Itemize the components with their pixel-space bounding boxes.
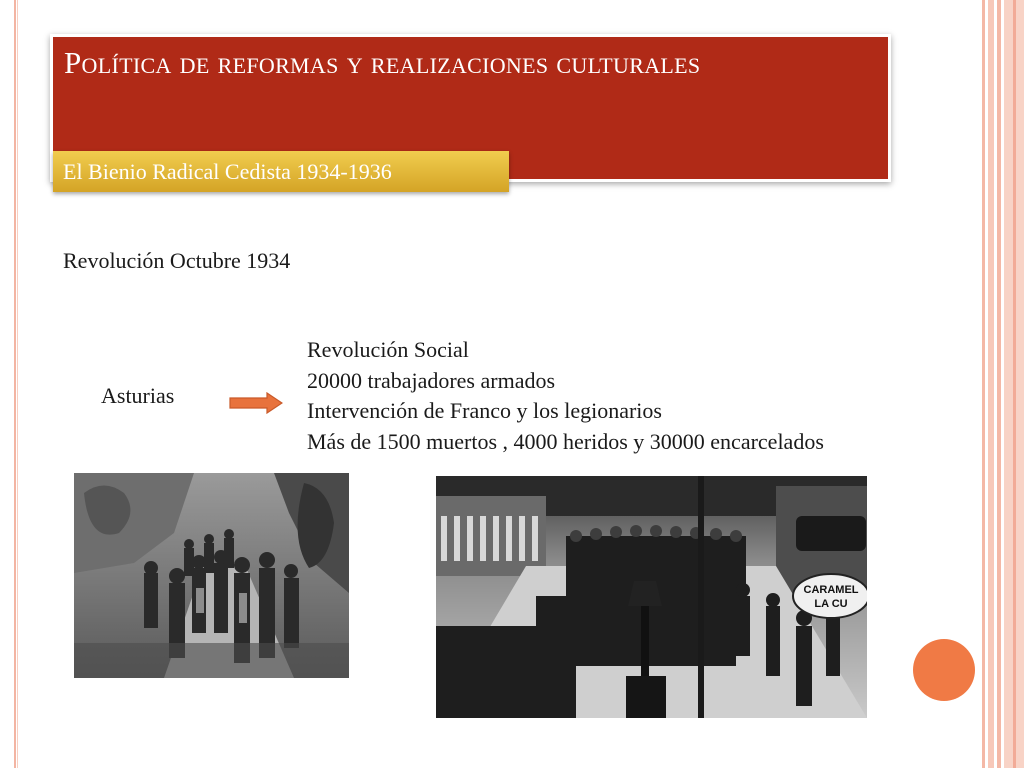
orange-circle-decoration [913, 639, 975, 701]
svg-text:LA CU: LA CU [814, 598, 848, 610]
section-heading: Revolución Octubre 1934 [63, 248, 291, 273]
slide-subtitle: El Bienio Radical Cedista 1934-1936 [53, 151, 509, 192]
right-stripe [982, 0, 985, 768]
photo-troops-street [436, 476, 867, 718]
right-stripe [988, 0, 994, 768]
photo-prisoners-escort [74, 473, 349, 678]
region-label: Asturias [101, 383, 175, 408]
right-arrow-icon [229, 392, 283, 414]
left-border-line [14, 0, 16, 768]
right-stripe [997, 0, 1001, 768]
detail-item: 20000 trabajadores armados [307, 367, 556, 393]
slide-title: Política de reformas y realizaciones culturales [64, 45, 701, 80]
detail-item: Intervención de Franco y los legionarios [307, 398, 662, 423]
right-stripe [1013, 0, 1016, 768]
details-list [307, 335, 824, 457]
left-border-line [17, 0, 18, 768]
street-sign-text: CARAMEL [803, 584, 859, 596]
detail-item: Más de 1500 muertos , 4000 heridos y 30000 encarcelados [307, 428, 824, 454]
detail-item: Revolución Social [307, 337, 469, 362]
